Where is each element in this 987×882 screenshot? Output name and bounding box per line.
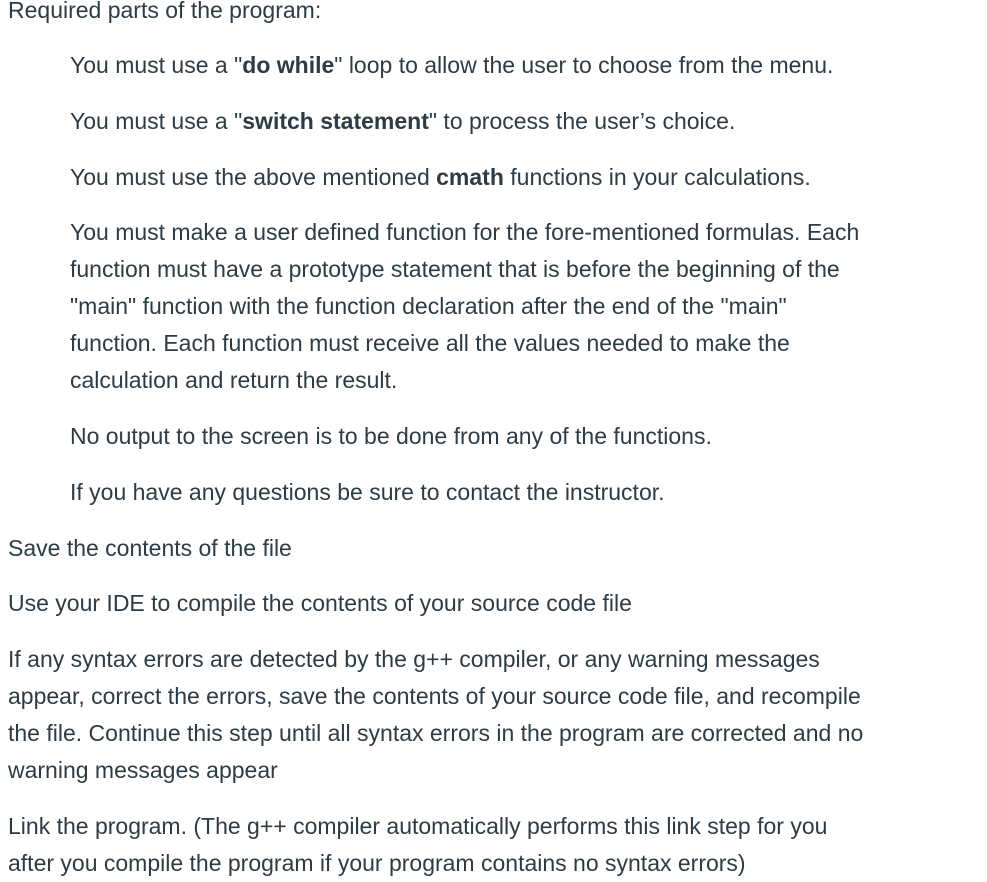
text-line: function must have a prototype statement that is before the beginning of the <box>70 256 840 282</box>
step-save: Save the contents of the file <box>8 535 292 561</box>
requirement-contact: If you have any questions be sure to contact the instructor. <box>70 479 665 505</box>
requirement-do-while <box>70 47 833 84</box>
text-run: functions in your calculations. <box>503 164 811 190</box>
text-line: appear, correct the errors, save the contents of your source code file, and recompile <box>8 683 861 709</box>
text-line: after you compile the program if your program contains no syntax errors) <box>8 850 746 876</box>
text-line: Link the program. (The g++ compiler automatically performs this link step for you <box>8 813 828 839</box>
requirement-cmath <box>70 159 811 196</box>
text-run: " to process the user’s choice. <box>428 108 736 134</box>
text-line: You must make a user defined function for the fore-mentioned formulas. Each <box>70 219 860 245</box>
text-run: " loop to allow the user to choose from the menu. <box>334 52 834 78</box>
step-link <box>8 808 827 882</box>
text-line: warning messages appear <box>8 757 278 783</box>
requirement-no-output: No output to the screen is to be done from any of the functions. <box>70 423 712 449</box>
text-line: calculation and return the result. <box>70 367 398 393</box>
step-compile: Use your IDE to compile the contents of your source code file <box>8 590 632 616</box>
text-run: You must use a " <box>70 52 243 78</box>
requirement-switch <box>70 103 735 140</box>
text-run: You must use the above mentioned <box>70 164 437 190</box>
bold-term: switch statement <box>242 108 429 134</box>
step-fix-errors <box>8 641 863 789</box>
text-line: "main" function with the function declaration after the end of the "main" <box>70 293 787 319</box>
text-line: the file. Continue this step until all syntax errors in the program are corrected and no <box>8 720 864 746</box>
text-line: If any syntax errors are detected by the g++ compiler, or any warning messages <box>8 646 820 672</box>
bold-term: do while <box>242 52 335 78</box>
bold-term: cmath <box>436 164 504 190</box>
section-heading: Required parts of the program: <box>8 0 322 23</box>
requirement-user-functions <box>70 214 859 399</box>
text-line: function. Each function must receive all the values needed to make the <box>70 330 790 356</box>
text-run: You must use a " <box>70 108 243 134</box>
